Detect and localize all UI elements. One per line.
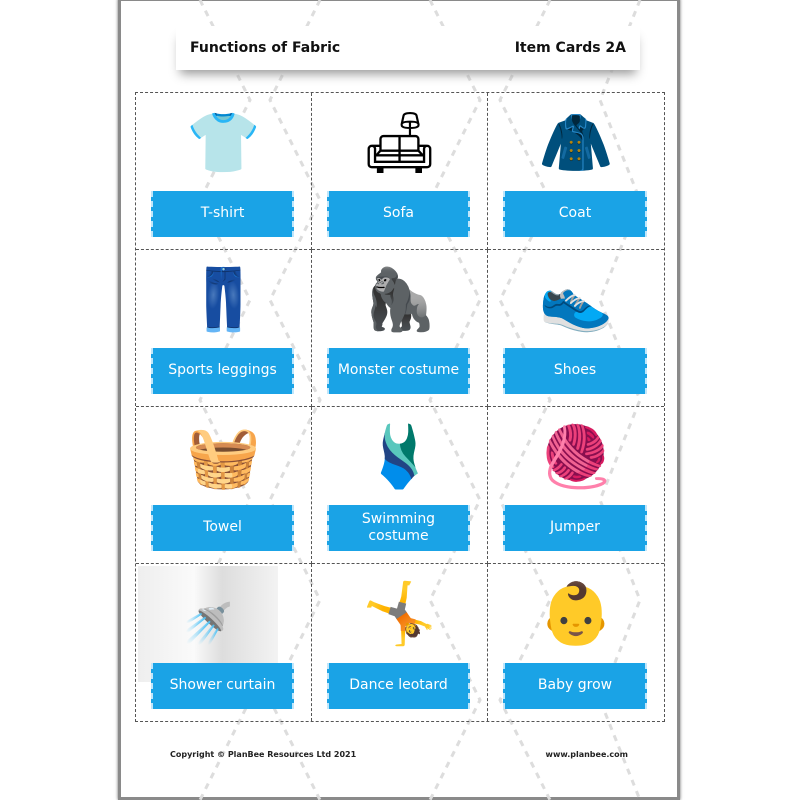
sofa-icon: 🛋 — [361, 108, 438, 178]
item-card-label: Baby grow — [503, 663, 647, 709]
item-card-label: Towel — [151, 505, 294, 551]
item-cards-grid — [135, 92, 665, 722]
item-card-label: Coat — [503, 191, 647, 237]
baby-grow-icon: 👶 — [538, 579, 614, 649]
monster-costume-icon: 🦍 — [362, 265, 437, 335]
item-card-label: Dance leotard — [327, 663, 470, 709]
item-card-label: Shoes — [503, 348, 647, 394]
item-card-label: Swimming costume — [327, 505, 470, 551]
item-card-label: Shower curtain — [151, 663, 294, 709]
leggings-icon: 👖 — [186, 265, 261, 335]
jumper-icon: 🧶 — [538, 422, 614, 492]
copyright-text: Copyright © PlanBee Resources Ltd 2021 — [170, 750, 357, 759]
shower-curtain-icon: 🚿 — [138, 566, 278, 682]
page-header — [176, 26, 640, 70]
swimming-costume-icon: 🩱 — [362, 422, 437, 492]
item-card-label: T-shirt — [151, 191, 294, 237]
item-card-label: Sports leggings — [151, 348, 294, 394]
coat-icon: 🧥 — [538, 108, 614, 178]
item-card — [136, 407, 312, 564]
leotard-icon: 🤸 — [362, 579, 437, 649]
item-card-label: Jumper — [503, 505, 647, 551]
shoes-icon: 👟 — [538, 265, 614, 335]
item-card — [488, 250, 664, 407]
worksheet-title: Functions of Fabric — [190, 40, 341, 56]
item-card — [312, 93, 488, 250]
item-card — [312, 250, 488, 407]
worksheet-subtitle: Item Cards 2A — [514, 40, 626, 56]
tshirt-icon: 👕 — [186, 108, 261, 178]
item-card — [312, 564, 488, 721]
item-card-label: Monster costume — [327, 348, 470, 394]
item-card — [136, 250, 312, 407]
item-card — [136, 93, 312, 250]
website-link: www.planbee.com — [545, 750, 628, 759]
item-card — [312, 407, 488, 564]
item-card-label: Sofa — [327, 191, 470, 237]
item-card — [488, 407, 664, 564]
item-card — [136, 564, 312, 721]
item-card — [488, 93, 664, 250]
towel-icon: 🧺 — [186, 422, 261, 492]
item-card — [488, 564, 664, 721]
